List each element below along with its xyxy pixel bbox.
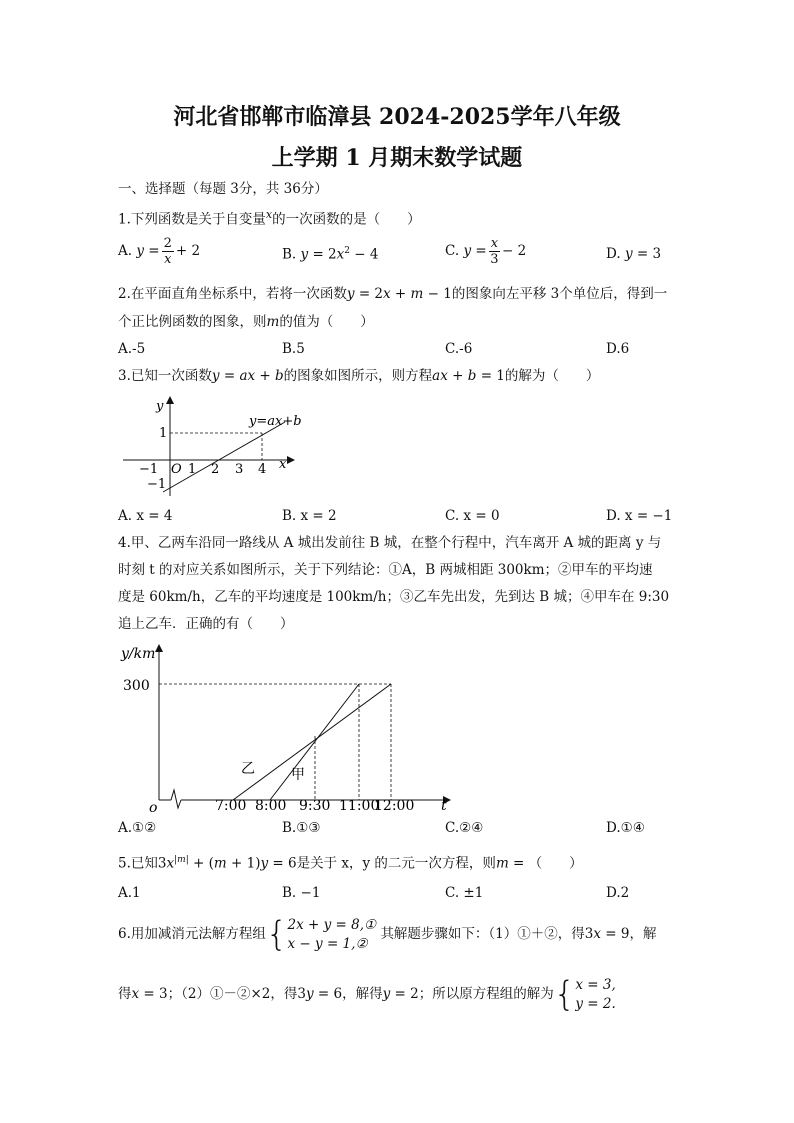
q1-option-b[interactable]: B. $y = 2x^2 - 4$ (282, 246, 379, 263)
q6-stem-line1: 6.用加减消元法解方程组{ 2x + y = 8,① x − y = 1,② 其解题步骤如下：（1）①＋②，得3x = 9，解 (118, 914, 657, 955)
q3-ylabel: y (156, 399, 164, 414)
q4-axis-break (171, 790, 181, 808)
q4-tick-300: 300 (123, 678, 150, 694)
q5-stem: 5.已知$3x^{|m|} + (m + 1)y = 6$是关于 x，y 的二元一次方程，则m = （ ） (118, 855, 583, 872)
q2-option-b[interactable]: B.5 (282, 341, 305, 357)
q5-option-c[interactable]: C. ±1 (445, 885, 484, 901)
q3-tick-x-1: 1 (188, 462, 197, 477)
q3-option-a[interactable]: A. x = 4 (118, 508, 173, 524)
q2-stem-line2: 个正比例函数的图象，则m的值为（ ） (118, 314, 374, 330)
q3-option-b[interactable]: B. x = 2 (282, 508, 337, 524)
q3-graph (115, 392, 305, 502)
q4-stem-line1: 4.甲、乙两车沿同一路线从 A 城出发前往 B 城，在整个行程中，汽车离开 A 城的距离 y 与 (118, 535, 662, 551)
q4-tick-700: 7:00 (215, 798, 247, 814)
q3-tick-y-neg1: −1 (147, 477, 167, 492)
q5-option-b[interactable]: B. −1 (282, 885, 321, 901)
q6-stem-line2: 得x = 3；（2）①－②×2，得3y = 6，解得y = 2；所以原方程组的解为{ x = 3, y = 2. (118, 974, 616, 1015)
title-line-1: 河北省邯郸市临漳县 2024-2025学年八年级 (173, 104, 621, 130)
q4-option-b[interactable]: B.①③ (282, 820, 321, 836)
q3-tick-x-neg1: −1 (139, 462, 159, 477)
q5-option-d[interactable]: D.2 (606, 885, 630, 901)
q4-xlabel: t (441, 798, 447, 814)
q4-origin: o (149, 800, 158, 816)
q1-option-d[interactable]: D. y = 3 (606, 246, 662, 262)
q3-stem: 3.已知一次函数y = ax + b的图象如图所示，则方程ax + b = 1的解为（ ） (118, 368, 600, 384)
q3-option-c[interactable]: C. x = 0 (445, 508, 500, 524)
q3-option-d[interactable]: D. x = −1 (606, 508, 673, 524)
q3-tick-x-4: 4 (258, 462, 267, 477)
q3-tick-x-2: 2 (211, 462, 220, 477)
q4-tick-1200: 12:00 (374, 798, 415, 814)
q2-option-d[interactable]: D.6 (606, 341, 630, 357)
q1-option-a[interactable]: A. y = $\frac{2}{x}$ + 2 (118, 236, 201, 267)
q2-option-c[interactable]: C.-6 (445, 341, 473, 357)
q4-option-d[interactable]: D.①④ (606, 820, 645, 836)
q3-line (163, 422, 285, 492)
title-line-2: 上学期 1 月期末数学试题 (271, 145, 523, 171)
q4-ylabel: y/km (121, 646, 156, 662)
q4-stem-line4: 追上乙车．正确的有（ ） (118, 616, 294, 632)
q4-stem-line3: 度是 60km/h，乙车的平均速度是 100km/h；③乙车先出发，先到达 B 城；④甲车在 9:30 (118, 589, 670, 605)
q4-tick-930: 9:30 (299, 798, 331, 814)
q4-line-jia (270, 684, 359, 800)
q4-tick-1100: 11:00 (339, 798, 380, 814)
q1-option-c[interactable]: C. y = $\frac{x}{3}$ − 2 (445, 236, 527, 267)
q4-label-yi: 乙 (241, 761, 255, 777)
q5-option-a[interactable]: A.1 (118, 885, 141, 901)
q3-origin: O (171, 462, 182, 477)
q3-line-label: y=ax+b (249, 414, 302, 429)
q3-xlabel: x (279, 457, 287, 472)
q2-stem-line1: 2.在平面直角坐标系中，若将一次函数y = 2x + m − 1的图象向左平移 3个单位后，得到一 (118, 286, 668, 302)
q4-line-yi (233, 684, 391, 800)
q4-label-jia: 甲 (291, 767, 305, 783)
q3-tick-x-3: 3 (235, 462, 244, 477)
q4-option-a[interactable]: A.①② (118, 820, 157, 836)
q2-option-a[interactable]: A.-5 (118, 341, 146, 357)
q3-tick-y-1: 1 (159, 426, 168, 441)
q4-stem-line2: 时刻 t 的对应关系如图所示，关于下列结论：①A，B 两城相距 300km；②甲车的平均速 (118, 562, 653, 578)
q4-option-c[interactable]: C.②④ (445, 820, 484, 836)
section-heading: 一、选择题（每题 3分，共 36分） (118, 181, 328, 197)
q4-graph (115, 640, 460, 820)
q4-tick-800: 8:00 (255, 798, 287, 814)
q1-stem: 1.下列函数是关于自变量$^x$的一次函数的是（ ） (118, 208, 421, 228)
